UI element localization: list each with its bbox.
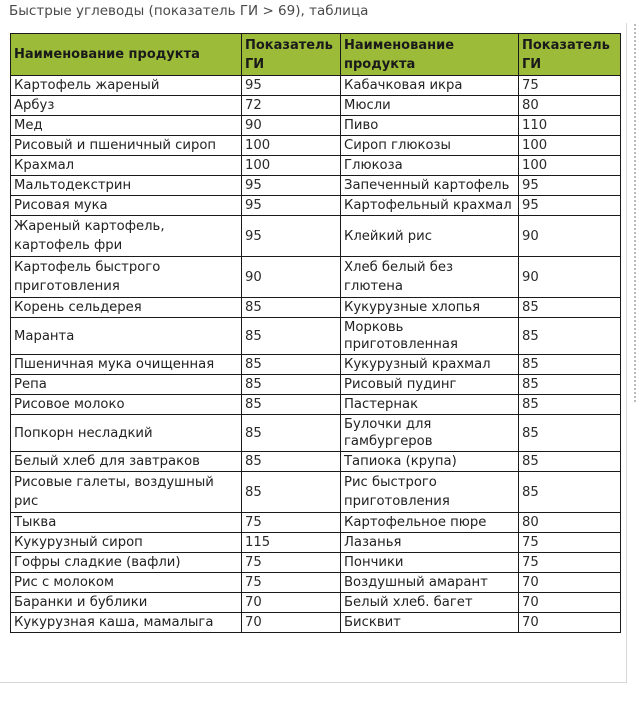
header-product-name-left: Наименование продукта — [11, 34, 242, 76]
product-name-right: Булочки для гамбургеров — [341, 415, 519, 452]
product-name-right: Кукурузные хлопья — [341, 298, 519, 318]
gi-value-left: 85 — [242, 452, 341, 472]
glycemic-index-table — [10, 33, 621, 633]
table-row — [11, 415, 621, 452]
gi-value-right: 85 — [519, 395, 621, 415]
gi-value-right: 75 — [519, 553, 621, 573]
product-name-right: Белый хлеб. багет — [341, 593, 519, 613]
gi-value-left: 95 — [242, 196, 341, 216]
product-name-left: Арбуз — [11, 96, 242, 116]
table-row — [11, 136, 621, 156]
gi-value-right: 95 — [519, 176, 621, 196]
product-name-right: Глюкоза — [341, 156, 519, 176]
product-name-left: Мальтодекстрин — [11, 176, 242, 196]
product-name-right: Запеченный картофель — [341, 176, 519, 196]
product-name-left: Крахмал — [11, 156, 242, 176]
table-row — [11, 298, 621, 318]
product-name-left: Рисовый и пшеничный сироп — [11, 136, 242, 156]
gi-value-right: 70 — [519, 573, 621, 593]
table-row — [11, 472, 621, 513]
gi-value-left: 85 — [242, 355, 341, 375]
gi-value-right: 85 — [519, 415, 621, 452]
gi-value-right: 70 — [519, 613, 621, 633]
product-name-right: Кабачковая икра — [341, 76, 519, 96]
gi-value-left: 115 — [242, 533, 341, 553]
table-row — [11, 613, 621, 633]
product-name-right: Кукурузный крахмал — [341, 355, 519, 375]
gi-value-right: 85 — [519, 472, 621, 513]
product-name-left: Пшеничная мука очищенная — [11, 355, 242, 375]
table-row — [11, 355, 621, 375]
gi-value-left: 85 — [242, 395, 341, 415]
product-name-left: Кукурузный сироп — [11, 533, 242, 553]
product-name-left: Баранки и бублики — [11, 593, 242, 613]
gi-value-right: 85 — [519, 318, 621, 355]
table-row — [11, 96, 621, 116]
table-row — [11, 156, 621, 176]
header-gi-left: Показатель ГИ — [242, 34, 341, 76]
product-name-left: Кукурузная каша, мамалыга — [11, 613, 242, 633]
product-name-left: Корень сельдерея — [11, 298, 242, 318]
gi-value-left: 75 — [242, 573, 341, 593]
product-name-left: Гофры сладкие (вафли) — [11, 553, 242, 573]
table-row — [11, 176, 621, 196]
product-name-left: Картофель быстрого приготовления — [11, 257, 242, 298]
gi-value-right: 85 — [519, 375, 621, 395]
table-row — [11, 116, 621, 136]
gi-value-right: 85 — [519, 298, 621, 318]
gi-value-left: 95 — [242, 76, 341, 96]
table-header-row — [11, 34, 621, 76]
product-name-right: Сироп глюкозы — [341, 136, 519, 156]
product-name-left: Мед — [11, 116, 242, 136]
gi-value-right: 85 — [519, 355, 621, 375]
gi-value-right: 70 — [519, 593, 621, 613]
product-name-right: Пончики — [341, 553, 519, 573]
gi-value-left: 85 — [242, 415, 341, 452]
gi-value-left: 72 — [242, 96, 341, 116]
product-name-left: Тыква — [11, 513, 242, 533]
product-name-left: Картофель жареный — [11, 76, 242, 96]
gi-value-left: 85 — [242, 298, 341, 318]
gi-value-right: 110 — [519, 116, 621, 136]
gi-value-right: 95 — [519, 196, 621, 216]
gi-value-left: 100 — [242, 136, 341, 156]
product-name-left: Рис с молоком — [11, 573, 242, 593]
table-row — [11, 196, 621, 216]
gi-value-right: 80 — [519, 96, 621, 116]
gi-value-right: 75 — [519, 76, 621, 96]
product-name-right: Картофельный крахмал — [341, 196, 519, 216]
gi-value-right: 85 — [519, 452, 621, 472]
product-name-right: Воздушный амарант — [341, 573, 519, 593]
gi-value-left: 70 — [242, 593, 341, 613]
header-product-name-right: Наименование продукта — [341, 34, 519, 76]
product-name-right: Пиво — [341, 116, 519, 136]
gi-value-left: 90 — [242, 116, 341, 136]
gi-value-right: 75 — [519, 533, 621, 553]
product-name-right: Мюсли — [341, 96, 519, 116]
gi-value-left: 100 — [242, 156, 341, 176]
gi-value-left: 75 — [242, 553, 341, 573]
table-caption: Быстрые углеводы (показатель ГИ > 69), таблица — [9, 3, 369, 19]
table-row — [11, 395, 621, 415]
product-name-left: Маранта — [11, 318, 242, 355]
table-row — [11, 257, 621, 298]
product-name-left: Рисовые галеты, воздушный рис — [11, 472, 242, 513]
table-row — [11, 216, 621, 257]
product-name-left: Рисовая мука — [11, 196, 242, 216]
gi-value-right: 90 — [519, 257, 621, 298]
product-name-right: Картофельное пюре — [341, 513, 519, 533]
product-name-right: Рисовый пудинг — [341, 375, 519, 395]
gi-value-right: 90 — [519, 216, 621, 257]
gi-value-left: 70 — [242, 613, 341, 633]
gi-value-right: 100 — [519, 156, 621, 176]
product-name-right: Тапиока (крупа) — [341, 452, 519, 472]
table-row — [11, 513, 621, 533]
table-row — [11, 452, 621, 472]
table-row — [11, 573, 621, 593]
gi-value-left: 75 — [242, 513, 341, 533]
table-body — [11, 76, 621, 633]
table-row — [11, 375, 621, 395]
gi-value-left: 95 — [242, 216, 341, 257]
product-name-right: Хлеб белый без глютена — [341, 257, 519, 298]
product-name-left: Жареный картофель, картофель фри — [11, 216, 242, 257]
table-row — [11, 318, 621, 355]
gi-value-left: 90 — [242, 257, 341, 298]
table-row — [11, 533, 621, 553]
gi-value-right: 100 — [519, 136, 621, 156]
product-name-right: Морковь приготовленная — [341, 318, 519, 355]
product-name-left: Репа — [11, 375, 242, 395]
gi-value-left: 85 — [242, 472, 341, 513]
product-name-left: Рисовое молоко — [11, 395, 242, 415]
table-row — [11, 76, 621, 96]
product-name-right: Бисквит — [341, 613, 519, 633]
table-row — [11, 553, 621, 573]
product-name-right: Рис быстрого приготовления — [341, 472, 519, 513]
gi-value-left: 85 — [242, 375, 341, 395]
product-name-right: Пастернак — [341, 395, 519, 415]
product-name-right: Клейкий рис — [341, 216, 519, 257]
gi-value-left: 95 — [242, 176, 341, 196]
gi-value-left: 85 — [242, 318, 341, 355]
product-name-right: Лазанья — [341, 533, 519, 553]
table-row — [11, 593, 621, 613]
header-gi-right: Показатель ГИ — [519, 34, 621, 76]
gi-value-right: 80 — [519, 513, 621, 533]
product-name-left: Белый хлеб для завтраков — [11, 452, 242, 472]
product-name-left: Попкорн несладкий — [11, 415, 242, 452]
